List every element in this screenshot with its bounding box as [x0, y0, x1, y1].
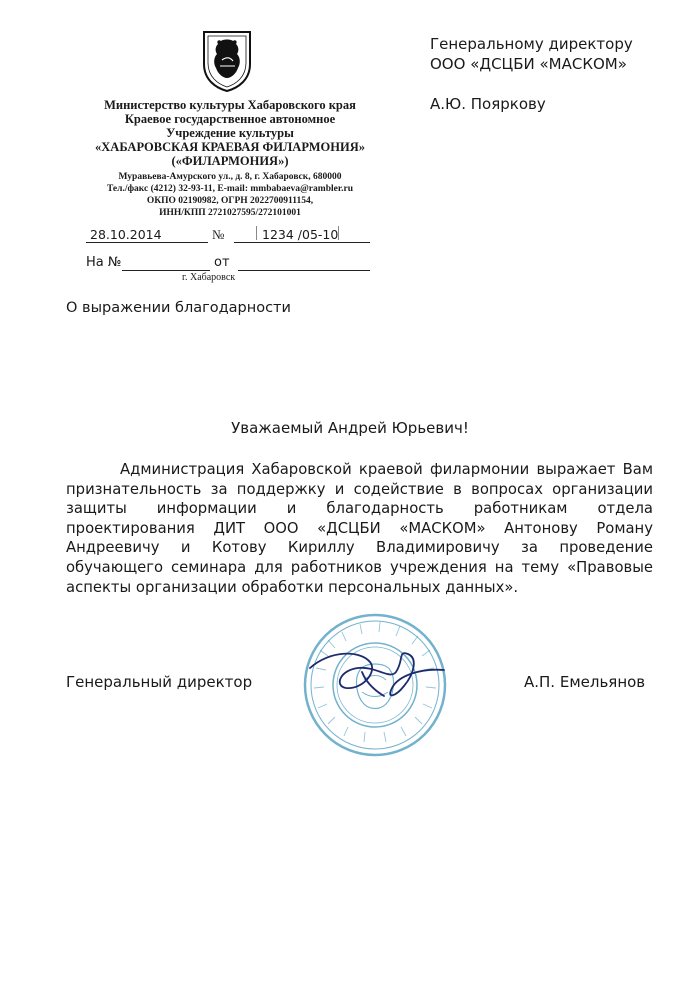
signatory-name: А.П. Емельянов: [524, 673, 646, 691]
outgoing-date: 28.10.2014: [90, 227, 162, 242]
addressee-position: Генеральному директору: [430, 35, 633, 53]
letter-greeting: Уважаемый Андрей Юрьевич!: [231, 419, 469, 437]
city: г. Хабаровск: [182, 272, 236, 283]
incoming-from: от: [214, 255, 230, 270]
addressee-name: А.Ю. Пояркову: [430, 95, 546, 113]
addressee-company: ООО «ДСЦБИ «МАСКОМ»: [430, 55, 627, 73]
incoming-date-line: [238, 255, 370, 271]
org-okpo: ОКПО 02190982, ОГРН 2022700911154,: [146, 196, 314, 206]
incoming-number-line: [122, 255, 210, 271]
organization-header: [80, 98, 380, 219]
letter-body: [66, 460, 653, 597]
org-ministry: Министерство культуры Хабаровского края: [104, 98, 356, 112]
khabarovsk-bear-emblem-icon: [200, 30, 254, 92]
org-type-2: Учреждение культуры: [166, 126, 294, 140]
org-short-name: («ФИЛАРМОНИЯ»): [171, 154, 289, 168]
org-name: «ХАБАРОВСКАЯ КРАЕВАЯ ФИЛАРМОНИЯ»: [95, 140, 365, 154]
outgoing-number: 1234 /05-10: [262, 227, 339, 242]
letter-body-paragraph: Администрация Хабаровской краевой филармонии выражает Вам признательность за поддержку и содействие в вопросах организации защиты информации и благодарность работникам отдела проектирования ДИТ ООО «ДСЦБИ «МАСКОМ» Антонову Роману Андреевичу и Котову Кириллу Владимировичу за проведение обучающего семинара для работников учреждения на тему «Правовые аспекты организации обработки персональных данных».: [66, 461, 653, 596]
org-inn: ИНН/КПП 2721027595/272101001: [159, 208, 301, 218]
letter-subject: О выражении благодарности: [66, 300, 291, 316]
org-contacts: Тел./факс (4212) 32-93-11, E-mail: mmbabaeva@rambler.ru: [106, 184, 354, 194]
incoming-prefix: На №: [86, 255, 122, 270]
org-address: Муравьева-Амурского ул., д. 8, г. Хабаровск, 680000: [118, 172, 342, 182]
number-sign: №: [212, 227, 225, 242]
round-seal-stamp-icon: [300, 610, 450, 760]
number-divider: [256, 226, 257, 240]
org-type: Краевое государственное автономное: [124, 112, 336, 126]
signatory-position: Генеральный директор: [66, 673, 253, 691]
